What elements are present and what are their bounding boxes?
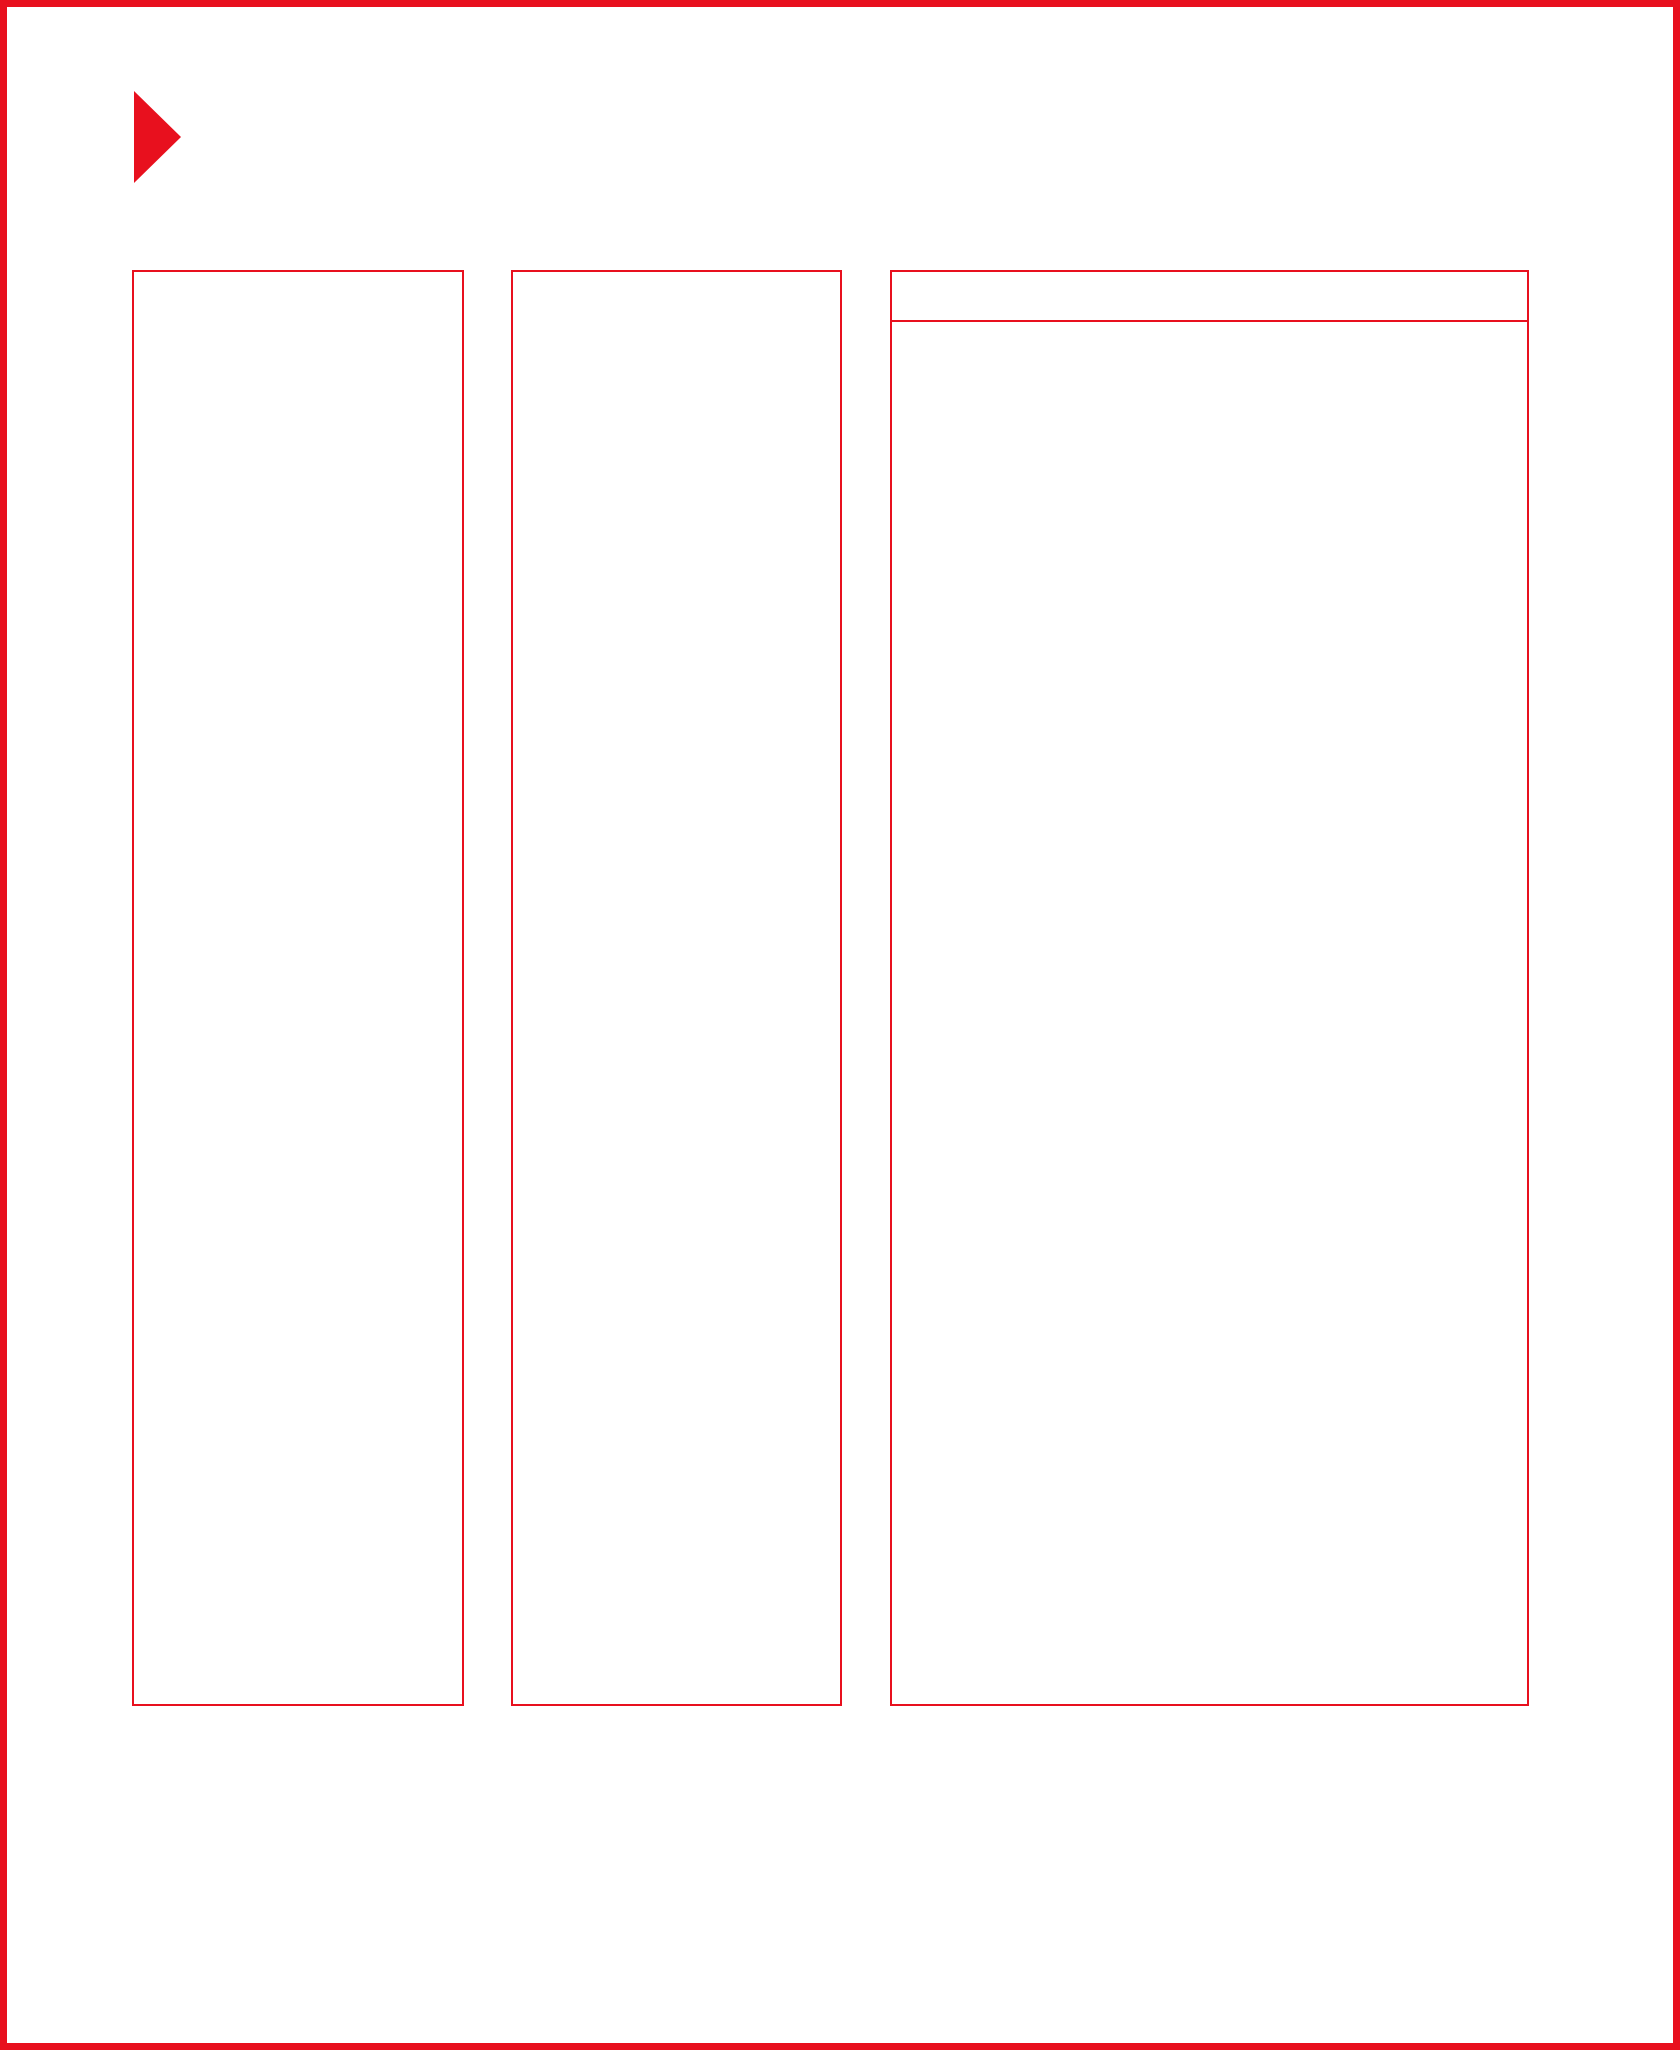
parties-table [890, 270, 1529, 1706]
page-title [387, 45, 1637, 195]
municipality-table [132, 270, 464, 1706]
parties-header-divider [890, 320, 1529, 322]
foreign-residents-table [511, 270, 842, 1706]
play-arrow-icon [134, 91, 181, 183]
